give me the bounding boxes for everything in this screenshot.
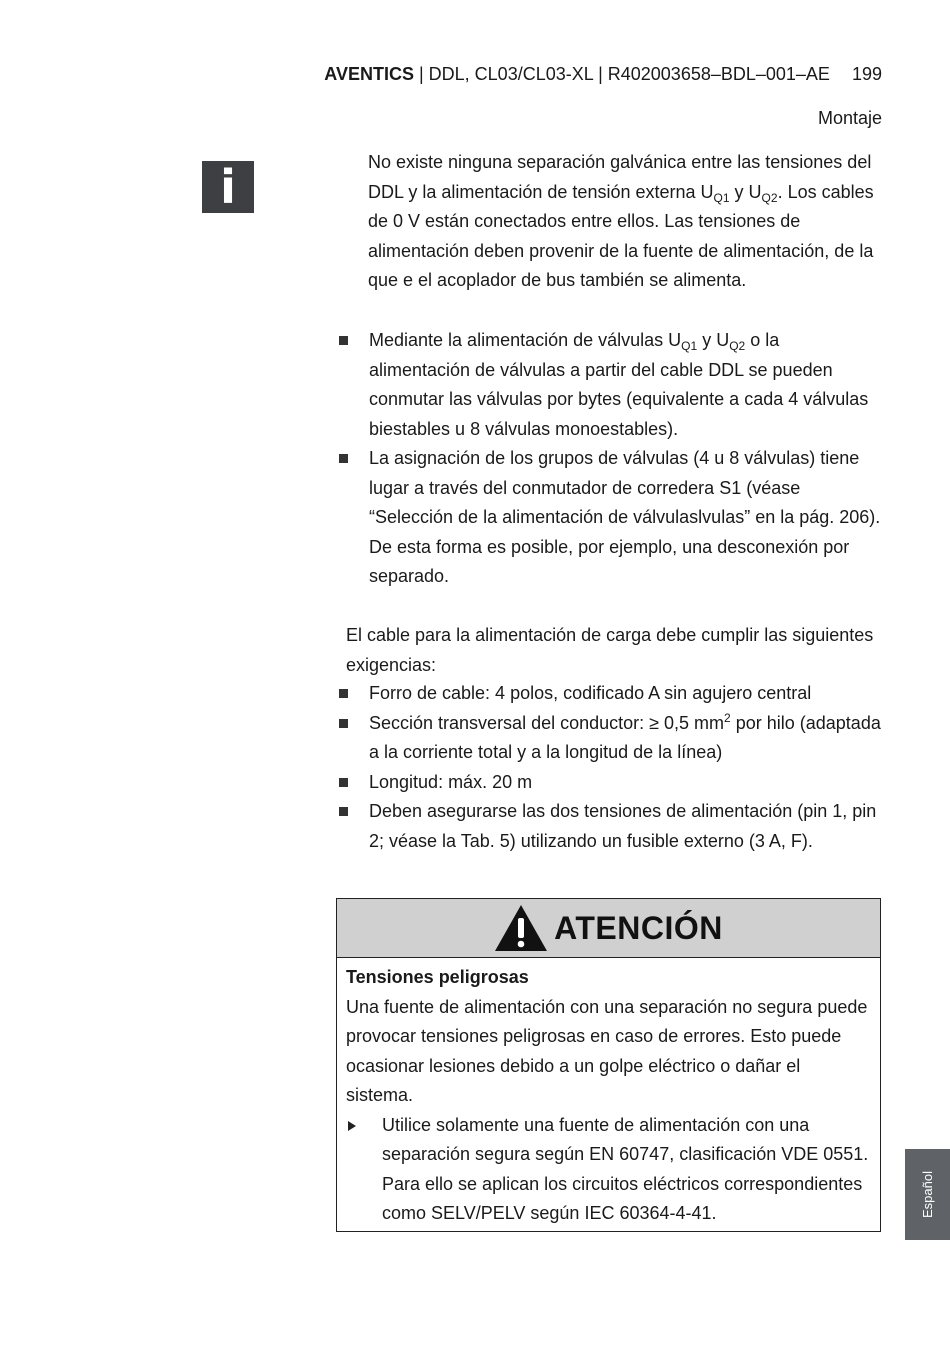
list-item <box>337 444 882 592</box>
superscript: 2 <box>724 710 731 725</box>
document-reference: DDL, CL03/CL03-XL | R402003658–BDL–001–AE <box>428 64 830 84</box>
warning-body <box>337 958 880 1229</box>
page-header <box>300 62 882 86</box>
list-item-part: por hilo (adaptada a la corriente total y a la longitud de la línea) <box>369 712 881 762</box>
valve-supply-list <box>337 326 882 592</box>
subscript-q2: Q2 <box>729 339 746 353</box>
info-icon <box>202 161 254 213</box>
language-label: Español <box>920 1171 936 1218</box>
arrow-right-icon <box>348 1121 356 1131</box>
info-icon-glyph: i <box>220 160 236 214</box>
language-tab <box>905 1149 950 1240</box>
list-item <box>337 679 882 709</box>
list-item-part: Sección transversal del conductor: ≥ 0,5 mm <box>369 712 725 733</box>
warning-box <box>336 898 881 1232</box>
cable-requirements-list <box>337 679 882 856</box>
info-note-part: No existe ninguna separación galvánica entre las tensiones del DDL y la alimentación de tensión externa U <box>368 152 872 202</box>
info-note-part: . Los cables de 0 V están conectados entre ellos. Las tensiones de alimentación deben provenir de la fuente de alimentación, de la que e el acoplador de bus también se alimenta. <box>368 181 874 290</box>
warning-title: ATENCIÓN <box>554 909 723 946</box>
bullet-square-icon <box>339 454 348 463</box>
subscript-q1: Q1 <box>713 190 730 205</box>
list-item-part: Mediante la alimentación de válvulas U <box>369 330 682 350</box>
bullet-square-icon <box>339 689 348 698</box>
list-item-text: Longitud: máx. 20 m <box>369 771 533 792</box>
page-number: 199 <box>851 64 882 84</box>
brand-name: AVENTICS <box>324 64 414 84</box>
list-item <box>337 709 882 768</box>
cable-requirements-intro: El cable para la alimentación de carga debe cumplir las siguientes exigencias: <box>346 625 874 675</box>
info-note-text <box>368 148 882 296</box>
list-item-text: La asignación de los grupos de válvulas (4 u 8 válvulas) tiene lugar a través del conmutador de corredera S1 (véase “Selección de la alimentación de válvulaslvulas” en la pág. 206). De esta forma es posible, por ejemplo, una desconexión por separado. <box>369 448 881 586</box>
warning-header <box>337 899 880 958</box>
list-item-part: y U <box>697 330 730 350</box>
bullet-square-icon <box>339 719 348 728</box>
bullet-square-icon <box>339 778 348 787</box>
bullet-square-icon <box>339 336 348 345</box>
subscript-q2: Q2 <box>761 190 778 205</box>
list-item-part: o la alimentación de válvulas a partir del cable DDL se pueden conmutar las válvulas por bytes (equivalente a cada 4 válvulas biestables u 8 válvulas monoestables). <box>369 330 869 439</box>
subscript-q1: Q1 <box>681 339 698 353</box>
header-separator: | <box>413 64 429 84</box>
list-item <box>337 768 882 798</box>
bullet-square-icon <box>339 807 348 816</box>
warning-subtitle: Tensiones peligrosas <box>346 967 529 987</box>
warning-action-text: Utilice solamente una fuente de alimentación con una separación segura según EN 60747, clasificación VDE 0551. Para ello se aplican los circuitos eléctricos correspondientes como SELV/PELV según IEC 60364-4-41. <box>382 1114 869 1223</box>
info-note-part: y U <box>729 181 762 202</box>
list-item-text: Forro de cable: 4 polos, codificado A sin agujero central <box>369 683 812 703</box>
warning-action <box>346 1111 871 1229</box>
section-title: Montaje <box>817 108 882 128</box>
warning-triangle-icon <box>494 904 548 952</box>
list-item <box>337 797 882 856</box>
list-item <box>337 326 882 444</box>
list-item-text: Deben asegurarse las dos tensiones de alimentación (pin 1, pin 2; véase la Tab. 5) utilizando un fusible externo (3 A, F). <box>369 801 877 851</box>
warning-description: Una fuente de alimentación con una separación no segura puede provocar tensiones peligrosas en caso de errores. Esto puede ocasionar lesiones debido a un golpe eléctrico o dañar el sistema. <box>346 996 868 1105</box>
